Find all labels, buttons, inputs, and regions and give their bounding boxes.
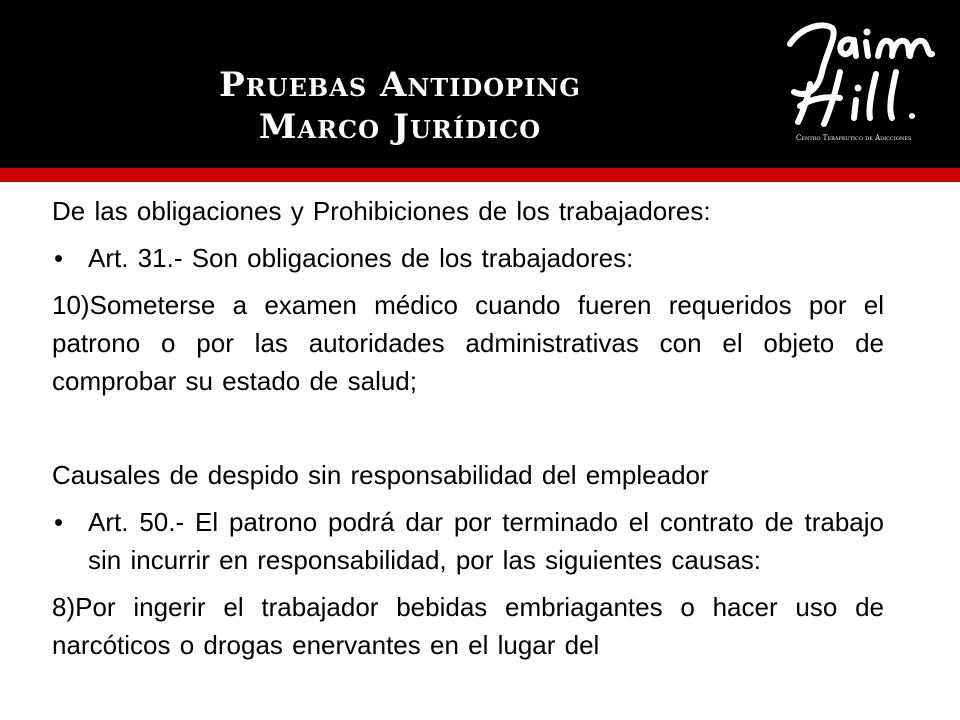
bullet-article-50-text: Art. 50.- El patrono podrá dar por terminado el contrato de trabajo sin incurrir en responsabilidad, por las siguientes causas: xyxy=(88,507,884,575)
paragraph-item-8: 8)Por ingerir el trabajador bebidas embriagantes o hacer uso de narcóticos o drogas enervantes en el lugar del xyxy=(52,592,884,660)
slide-title-line-2: Marco Jurídico xyxy=(258,107,542,147)
header-bar xyxy=(0,0,960,168)
section-heading-dismissal: Causales de despido sin responsabilidad del empleador xyxy=(52,460,709,490)
slide-title xyxy=(110,64,690,148)
bullet-dot-icon: • xyxy=(54,507,64,537)
bullet-dot-icon: • xyxy=(54,243,64,273)
bullet-article-31 xyxy=(52,239,884,277)
logo-script-signature xyxy=(782,14,952,134)
logo-subtitle: Centro Terapéutico de Adicciones xyxy=(796,134,912,142)
section-heading-obligations: De las obligaciones y Prohibiciones de los trabajadores: xyxy=(52,196,711,226)
slide-body xyxy=(52,192,884,673)
spacer xyxy=(52,409,884,456)
bullet-article-50 xyxy=(52,503,884,579)
paragraph-item-10: 10)Someterse a examen médico cuando fueren requeridos por el patrono o por las autoridades administrativas con el objeto de comprobar su estado de salud; xyxy=(52,290,884,396)
slide-title-line-1: Pruebas Antidoping xyxy=(219,65,581,105)
bullet-article-31-text: Art. 31.- Son obligaciones de los trabajadores: xyxy=(88,243,634,273)
accent-bar xyxy=(0,168,960,182)
jaim-hill-logo xyxy=(782,14,952,154)
